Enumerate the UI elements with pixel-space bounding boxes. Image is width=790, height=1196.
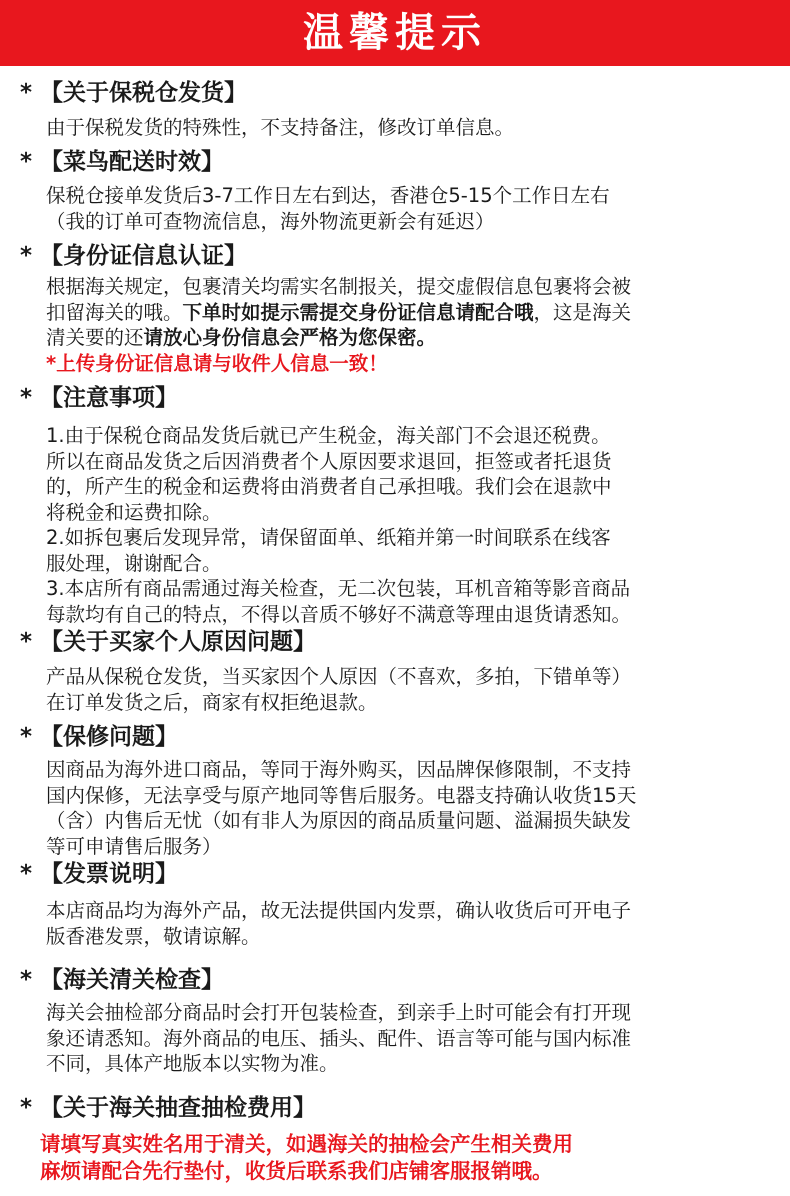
section-heading-bonded-shipping: [12, 78, 247, 108]
bullet-marker: *: [19, 80, 33, 106]
body-line: 因商品为海外进口商品，等同于海外购买，因品牌保修限制，不支持: [46, 758, 632, 781]
body-line: 本店商品均为海外产品，故无法提供国内发票，确认收货后可开电子: [46, 899, 632, 922]
body-emphasis: 下单时如提示需提交身份证信息请配合哦: [182, 300, 534, 324]
bullet-marker: *: [19, 967, 33, 993]
section-heading-delivery-time: [12, 147, 224, 177]
fee-notice-line: 请填写真实姓名用于清关，如遇海关的抽检会产生相关费用: [40, 1132, 573, 1156]
body-line: 将税金和运费扣除。: [46, 500, 222, 524]
bullet-marker: *: [19, 724, 33, 750]
bullet-marker: *: [19, 1095, 33, 1121]
section-heading-id-verification: [12, 241, 247, 271]
section-heading-text: 【保修问题】: [40, 724, 178, 750]
body-text: ，这是海关: [533, 300, 632, 324]
body-line: 国内保修，无法享受与原产地同等售后服务。电器支持确认收货15天: [46, 783, 637, 807]
body-line: 3.本店所有商品需通过海关检查，无二次包装，耳机音箱等影音商品: [46, 577, 631, 600]
body-line: （我的订单可查物流信息，海外物流更新会有延迟）: [46, 209, 495, 233]
fee-notice-line: 麻烦请配合先行垫付，收货后联系我们店铺客服报销哦。: [40, 1159, 553, 1183]
section-heading-invoice: [12, 859, 178, 889]
body-line: [46, 300, 782, 326]
section-heading-text: 【菜鸟配送时效】: [40, 149, 224, 175]
section-body-warranty: [46, 757, 782, 859]
section-heading-warranty: [12, 722, 178, 752]
section-body-bonded-shipping: [46, 115, 782, 141]
bullet-marker: *: [19, 861, 33, 887]
body-line: [46, 325, 782, 351]
section-body-inspection-fees: [40, 1131, 785, 1185]
body-line: 1.由于保税仓商品发货后就已产生税金，海关部门不会退还税费。: [46, 424, 611, 447]
body-line: 根据海关规定，包裹清关均需实名制报关，提交虚假信息包裹将会被: [46, 275, 632, 298]
body-line: 海关会抽检部分商品时会打开包装检查，到亲手上时可能会有打开现: [46, 1001, 632, 1024]
section-heading-text: 【关于买家个人原因问题】: [40, 629, 316, 655]
section-heading-text: 【关于海关抽查抽检费用】: [40, 1095, 316, 1121]
body-emphasis: 请放心身份信息会严格为您保密。: [143, 326, 437, 349]
body-line: 产品从保税仓发货，当买家因个人原因（不喜欢，多拍，下错单等）: [46, 665, 632, 688]
body-line: 所以在商品发货之后因消费者个人原因要求退回，拒签或者托退货: [46, 449, 612, 473]
section-body-personal-reasons: [46, 664, 782, 715]
body-line: 在订单发货之后，商家有权拒绝退款。: [46, 690, 378, 714]
body-line: 版香港发票，敬请谅解。: [46, 924, 261, 948]
body-line: 不同，具体产地版本以实物为准。: [46, 1052, 339, 1075]
section-heading-customs-inspection: [12, 965, 224, 995]
section-heading-text: 【海关清关检查】: [40, 967, 224, 993]
section-body-customs-inspection: [46, 1000, 782, 1077]
bullet-marker: *: [19, 149, 33, 175]
body-line: 等可申请售后服务）: [46, 834, 222, 858]
section-heading-inspection-fees: [12, 1093, 316, 1123]
body-text: 扣留海关的哦。: [46, 300, 183, 324]
section-body-id-verification: [46, 274, 782, 376]
section-heading-text: 【注意事项】: [40, 385, 178, 411]
bullet-marker: *: [19, 243, 33, 269]
section-heading-text: 【关于保税仓发货】: [40, 80, 247, 106]
page-title-banner: 温馨提示: [0, 0, 790, 66]
body-line: 2.如拆包裹后发现异常，请保留面单、纸箱并第一时间联系在线客: [46, 526, 611, 549]
body-line: 每款均有自己的特点，不得以音质不够好不满意等理由退货请悉知。: [46, 602, 632, 626]
body-line: 由于保税发货的特殊性，不支持备注，修改订单信息。: [46, 116, 515, 139]
body-line: 象还请悉知。海外商品的电压、插头、配件、语言等可能与国内标准: [46, 1026, 632, 1050]
section-heading-text: 【身份证信息认证】: [40, 243, 247, 269]
bullet-marker: *: [19, 629, 33, 655]
body-text: 清关要的还: [46, 326, 144, 349]
section-body-notes: [46, 423, 782, 627]
section-heading-personal-reasons: [12, 627, 316, 657]
section-heading-text: 【发票说明】: [40, 861, 178, 887]
body-line: 保税仓接单发货后3-7工作日左右到达，香港仓5-15个工作日左右: [46, 184, 610, 207]
body-line: 服处理，谢谢配合。: [46, 551, 222, 575]
id-warning: *上传身份证信息请与收件人信息一致！: [46, 351, 388, 375]
bullet-marker: *: [19, 385, 33, 411]
section-body-delivery-time: [46, 183, 782, 234]
body-line: 的，所产生的税金和运费将由消费者自己承担哦。我们会在退款中: [46, 475, 612, 498]
body-line: （含）内售后无忧（如有非人为原因的商品质量问题、溢漏损失缺发: [46, 809, 632, 832]
section-body-invoice: [46, 898, 782, 949]
section-heading-notes: [12, 383, 178, 413]
